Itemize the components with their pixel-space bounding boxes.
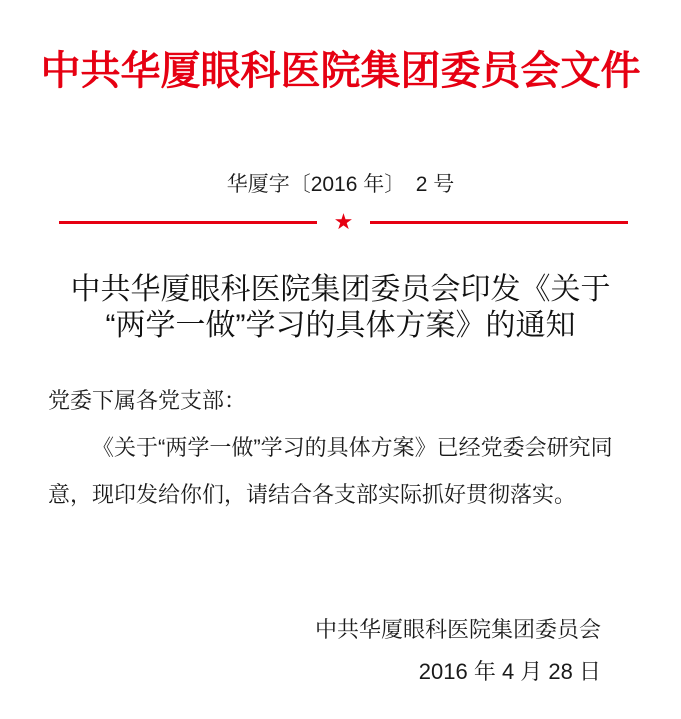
star-icon: ★ (333, 209, 354, 234)
red-divider-rule (59, 211, 628, 233)
body-paragraph-line-1: 《关于“两学一做”学习的具体方案》已经党委会研究同 (92, 435, 613, 460)
notice-title (0, 272, 681, 344)
notice-title-line-2: “两学一做”学习的具体方案》的通知 (105, 309, 576, 342)
notice-title-line-1: 中共华厦眼科医院集团委员会印发《关于 (70, 273, 611, 306)
notice-body (48, 377, 631, 518)
signature-block (315, 609, 601, 693)
signature-org-name: 中共华厦眼科医院集团委员会 (314, 617, 601, 642)
red-header-org-title: 中共华厦眼科医院集团委员会文件 (40, 49, 641, 93)
document-number: 华厦字〔2016 年〕 2 号 (226, 173, 455, 196)
red-rule-right-segment (370, 221, 628, 224)
signature-date: 2016 年 4 月 28 日 (418, 659, 601, 684)
body-paragraph-line-2: 意，现印发给你们，请结合各支部实际抓好贯彻落实。 (48, 482, 577, 507)
red-rule-left-segment (59, 221, 317, 224)
salutation: 党委下属各党支部： (48, 388, 247, 413)
